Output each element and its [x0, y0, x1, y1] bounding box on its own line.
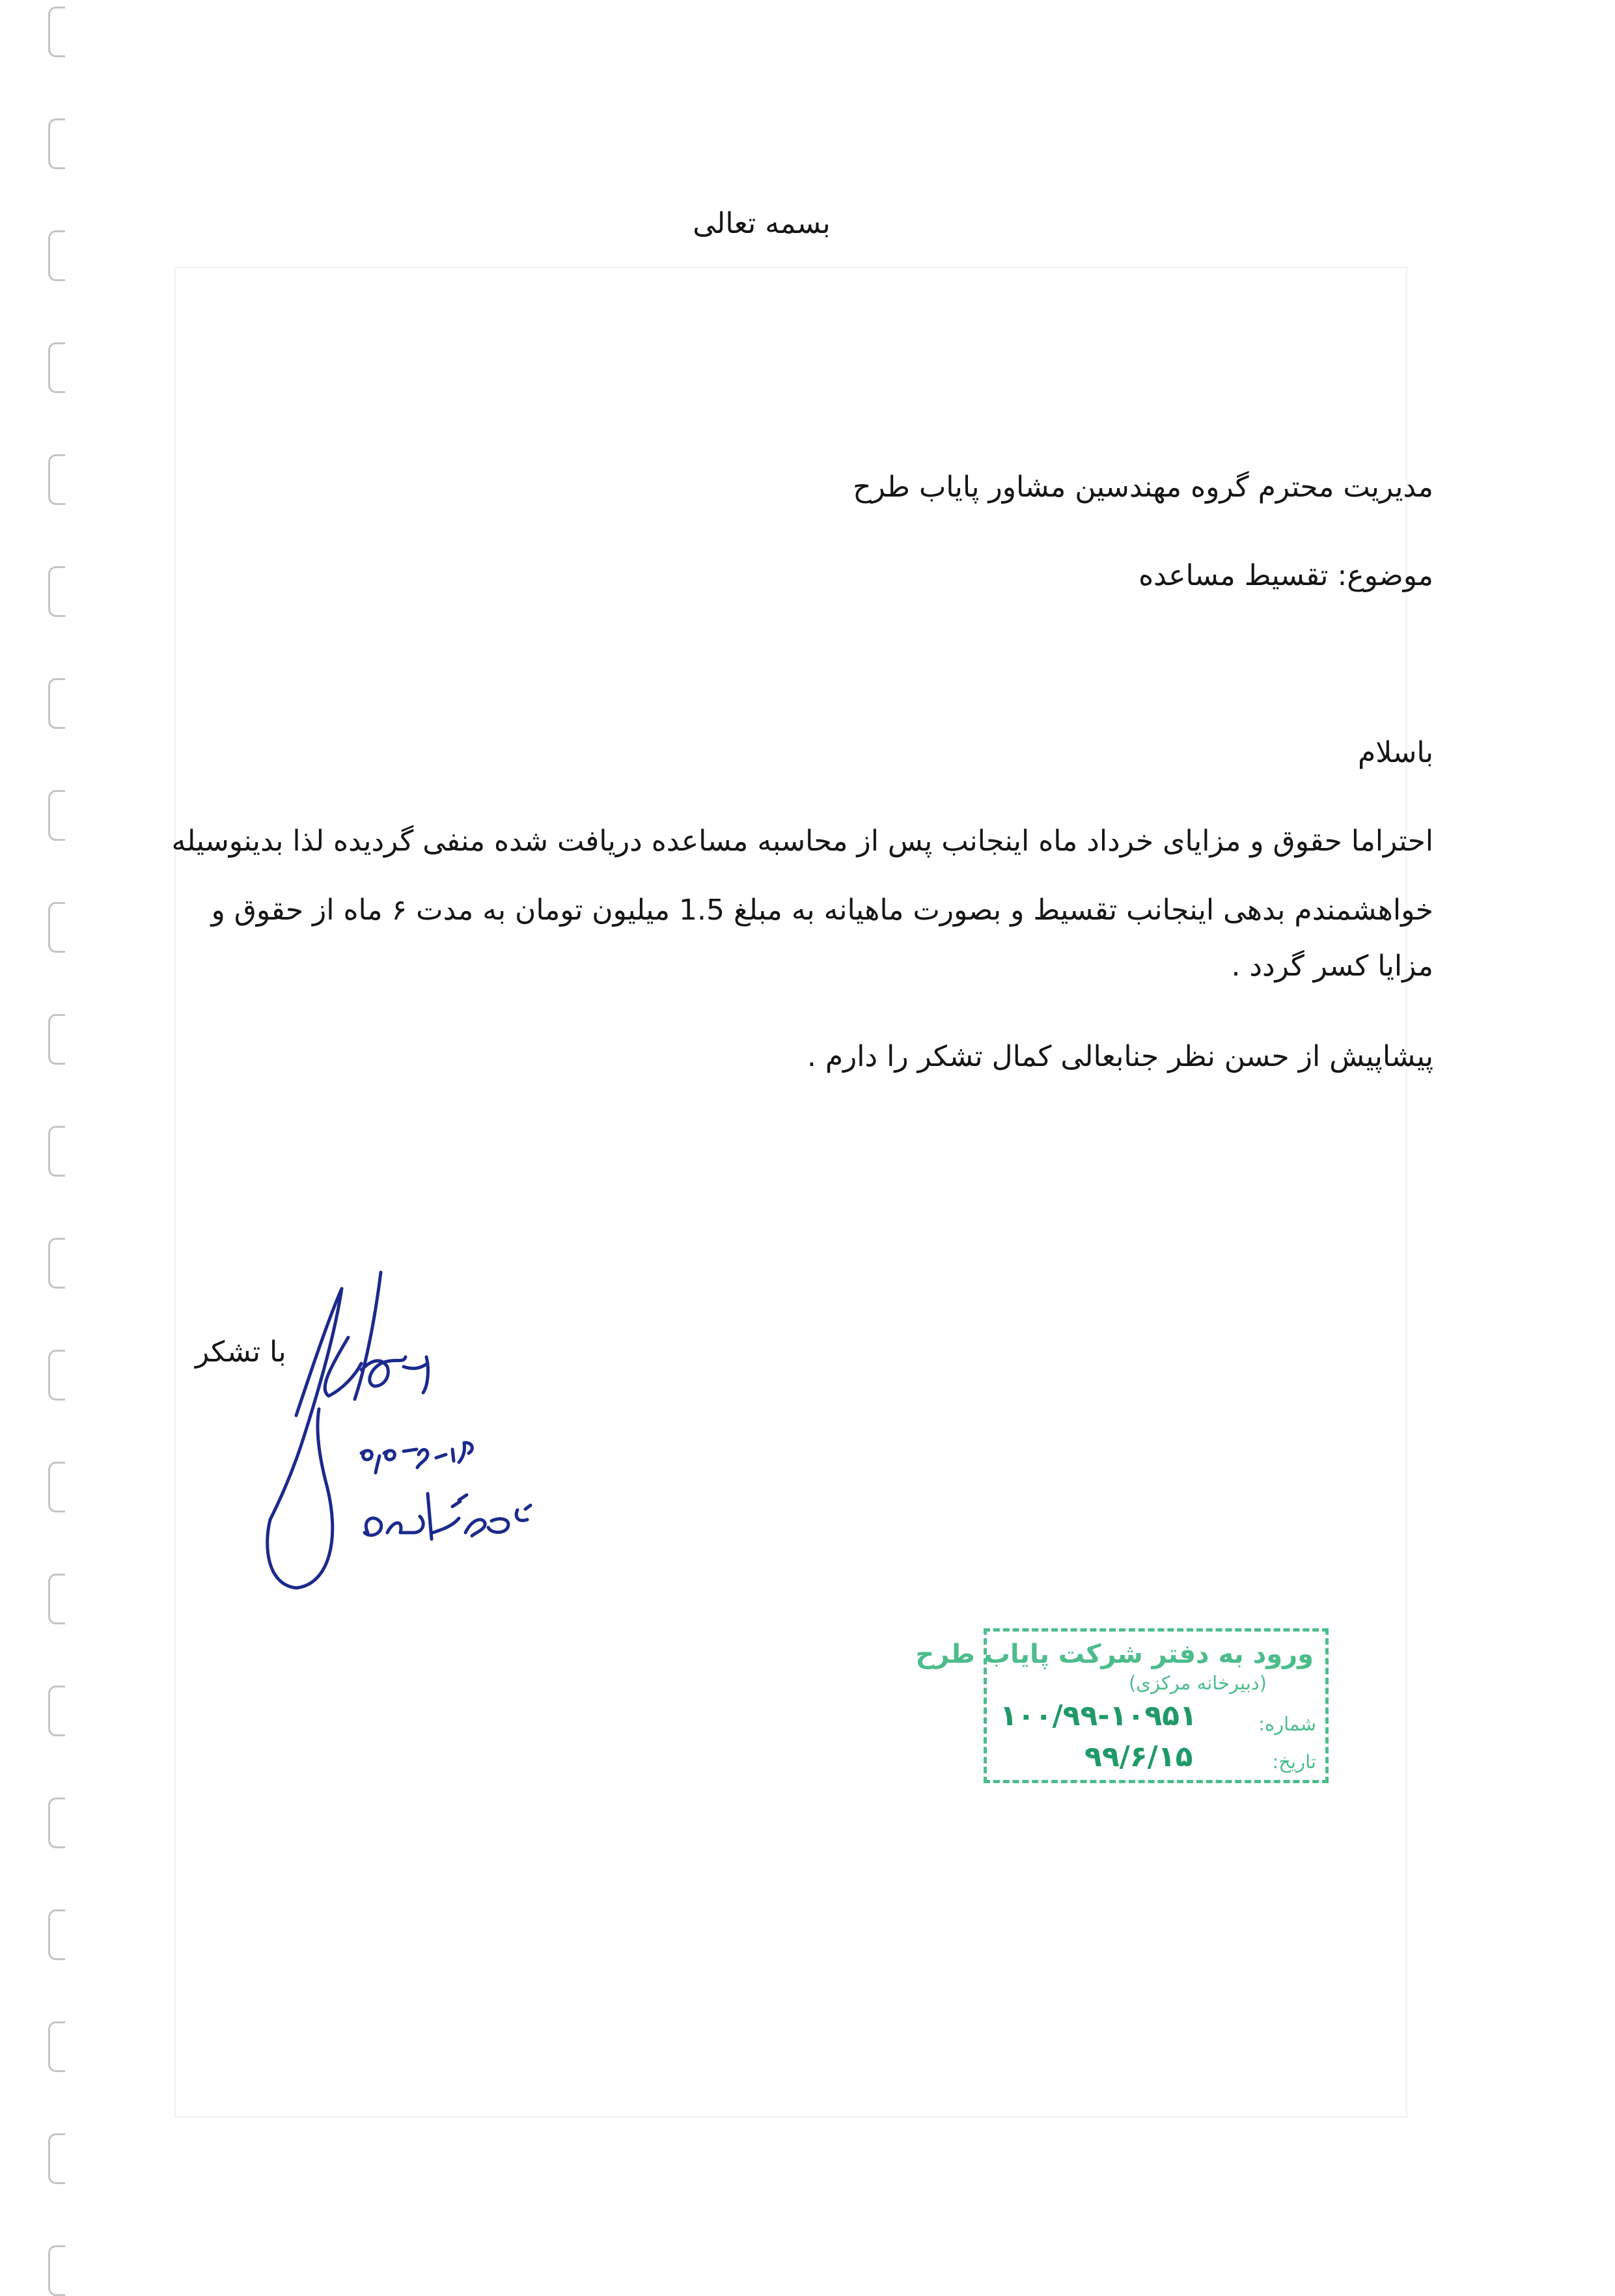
binding-hole — [48, 902, 65, 953]
subject-line: موضوع: تقسیط مساعده — [1139, 559, 1433, 592]
binding-hole — [48, 678, 65, 729]
binding-hole — [48, 1797, 65, 1848]
binding-hole — [48, 1238, 65, 1289]
thanks-line: با تشکر — [195, 1335, 286, 1369]
binding-hole — [48, 1126, 65, 1177]
letter-heading: بسمه تعالی — [693, 207, 831, 240]
stamp-title: ورود به دفتر شرکت پایاب طرح — [915, 1639, 1314, 1669]
stamp-date-value: ۹۹/۶/۱۵ — [1084, 1740, 1193, 1773]
binding-hole — [48, 454, 65, 505]
binding-hole — [48, 2245, 65, 2296]
binding-hole — [48, 1014, 65, 1065]
binding-strip — [22, 0, 61, 2282]
binding-hole — [48, 230, 65, 281]
binding-hole — [48, 1686, 65, 1736]
stamp-date-label: تاریخ: — [1272, 1751, 1316, 1773]
handwritten-signature — [257, 1259, 570, 1598]
binding-hole — [48, 2133, 65, 2184]
binding-hole — [48, 342, 65, 393]
binding-hole — [48, 1909, 65, 1960]
body-line: احتراما حقوق و مزایای خرداد ماه اینجانب پس از محاسبه مساعده دریافت شده منفی گردیده لذا بدینوسیله — [171, 825, 1433, 858]
binding-hole — [48, 790, 65, 841]
closing-line: پیشاپیش از حسن نظر جنابعالی کمال تشکر را دارم . — [807, 1040, 1433, 1073]
faded-form-border — [174, 267, 1407, 2118]
body-line: مزایا کسر گردد . — [1231, 950, 1433, 983]
stamp-number-value: ۱۰۰/۹۹-۱۰۹۵۱ — [1000, 1699, 1197, 1732]
binding-hole — [48, 7, 65, 57]
binding-hole — [48, 1350, 65, 1401]
registration-stamp — [915, 1628, 1329, 1783]
greeting-line: باسلام — [1357, 736, 1433, 769]
binding-hole — [48, 1574, 65, 1624]
addressee-line: مدیریت محترم گروه مهندسین مشاور پایاب طرح — [853, 471, 1433, 504]
stamp-number-label: شماره: — [1258, 1713, 1316, 1735]
binding-hole — [48, 2021, 65, 2072]
binding-hole — [48, 566, 65, 617]
body-line: خواهشمندم بدهی اینجانب تقسیط و بصورت ماهیانه به مبلغ 1.5 میلیون تومان به مدت ۶ ماه از حقوق و — [211, 894, 1433, 927]
stamp-subtitle: (دبیرخانه مرکزی) — [1128, 1672, 1267, 1694]
binding-hole — [48, 1462, 65, 1512]
binding-hole — [48, 118, 65, 169]
